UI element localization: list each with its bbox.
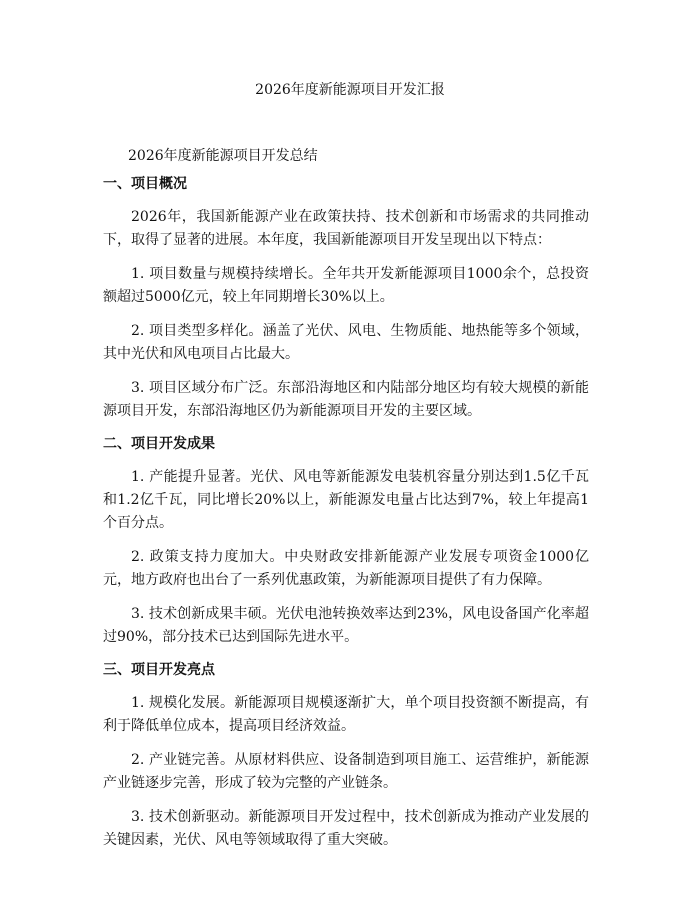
- document-body: [103, 174, 589, 863]
- section-heading: 二、项目开发成果: [103, 436, 215, 452]
- paragraph: 1. 项目数量与规模持续增长。全年共开发新能源项目1000余个，总投资额超过5000亿元，较上年同期增长30%以上。: [103, 266, 589, 305]
- paragraph: 3. 技术创新驱动。新能源项目开发过程中，技术创新成为推动产业发展的关键因素，光伏、风电等领域取得了重大突破。: [103, 809, 589, 848]
- paragraph: 2026年，我国新能源产业在政策扶持、技术创新和市场需求的共同推动下，取得了显著的进展。本年度，我国新能源项目开发呈现出以下特点：: [103, 209, 589, 248]
- paragraph: 3. 技术创新成果丰硕。光伏电池转换效率达到23%，风电设备国产化率超过90%，部分技术已达到国际先进水平。: [103, 606, 589, 645]
- document-subtitle: 2026年度新能源项目开发总结: [128, 148, 318, 164]
- section-overview: [103, 174, 589, 423]
- paragraph: 3. 项目区域分布广泛。东部沿海地区和内陆部分地区均有较大规模的新能源项目开发，东部沿海地区仍为新能源项目开发的主要区域。: [103, 380, 589, 419]
- paragraph: 2. 产业链完善。从原材料供应、设备制造到项目施工、运营维护，新能源产业链逐步完善，形成了较为完整的产业链条。: [103, 752, 589, 791]
- paragraph: 1. 产能提升显著。光伏、风电等新能源发电装机容量分别达到1.5亿千瓦和1.2亿千瓦，同比增长20%以上，新能源发电量占比达到7%，较上年提高1个百分点。: [103, 469, 589, 531]
- document-title: 2026年度新能源项目开发汇报: [255, 82, 445, 98]
- paragraph: 2. 政策支持力度加大。中央财政安排新能源产业发展专项资金1000亿元，地方政府也出台了一系列优惠政策，为新能源项目提供了有力保障。: [103, 549, 589, 588]
- section-results: [103, 434, 589, 649]
- paragraph: 1. 规模化发展。新能源项目规模逐渐扩大，单个项目投资额不断提高，有利于降低单位成本，提高项目经济效益。: [103, 695, 589, 734]
- section-heading: 三、项目开发亮点: [103, 662, 215, 678]
- section-heading: 一、项目概况: [103, 176, 187, 192]
- section-highlights: [103, 660, 589, 852]
- paragraph: 2. 项目类型多样化。涵盖了光伏、风电、生物质能、地热能等多个领域，其中光伏和风电项目占比最大。: [103, 323, 589, 362]
